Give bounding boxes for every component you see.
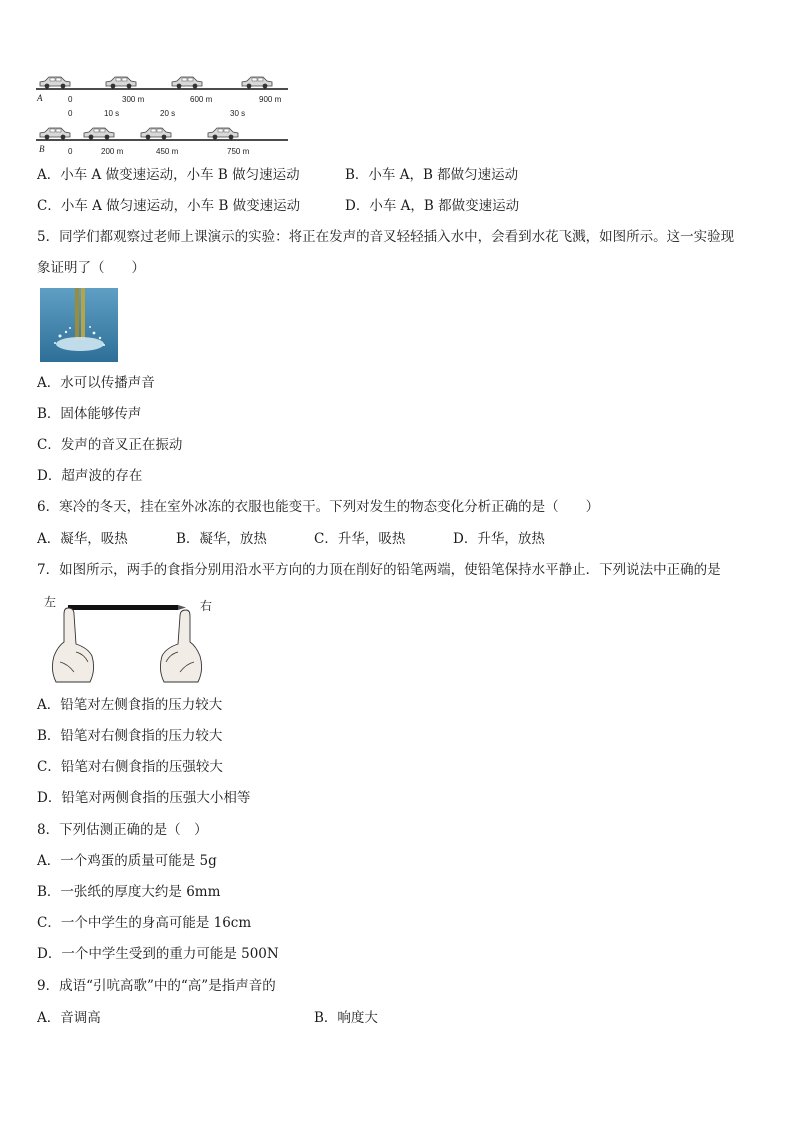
row-b-distance-0: 0 (68, 147, 73, 156)
cars-motion-figure (36, 72, 292, 158)
left-label: 左 (44, 595, 57, 609)
q6-option-b: B．凝华，放热 (176, 531, 267, 547)
q7-stem: 7．如图所示，两手的食指分别用沿水平方向的力顶在削好的铅笔两端，使铅笔保持水平静止．下列说法中正确的是 (37, 562, 721, 578)
car-b-0 (40, 128, 70, 139)
q6-option-d: D．升华，放热 (453, 531, 545, 547)
row-a-label: A (37, 93, 43, 103)
row-a-distance-3: 900 m (259, 95, 282, 104)
car-b-2 (141, 128, 171, 139)
q8-option-a: A．一个鸡蛋的质量可能是 5g (37, 853, 217, 869)
q8-option-b: B．一张纸的厚度大约是 6mm (37, 884, 221, 900)
q4-option-d: D．小车 A，B 都做变速运动 (345, 198, 520, 214)
q5-stem-line2: 象证明了（ ） (37, 260, 145, 276)
q6-stem: 6．寒冷的冬天，挂在室外冰冻的衣服也能变干。下列对发生的物态变化分析正确的是（ ） (37, 499, 600, 515)
car-b-1 (84, 128, 114, 139)
q6-option-a: A．凝华，吸热 (37, 531, 128, 547)
time-3: 30 s (230, 109, 246, 118)
pencil-fingers-figure (40, 592, 220, 686)
tuning-fork-water-photo (40, 288, 118, 362)
q9-option-b: B．响度大 (314, 1010, 378, 1026)
time-2: 20 s (160, 109, 176, 118)
row-b-distance-1: 200 m (101, 147, 124, 156)
row-b-distance-2: 450 m (156, 147, 179, 156)
time-1: 10 s (104, 109, 120, 118)
row-b-label: B (39, 144, 45, 154)
q4-option-b: B．小车 A，B 都做匀速运动 (345, 167, 519, 183)
q5-option-c: C．发声的音叉正在振动 (37, 437, 183, 453)
time-0: 0 (68, 109, 73, 118)
q8-option-c: C．一个中学生的身高可能是 16cm (37, 915, 252, 931)
car-a-2 (172, 77, 202, 88)
q5-option-a: A．水可以传播声音 (37, 375, 155, 391)
q7-option-a: A．铅笔对左侧食指的压力较大 (37, 697, 223, 713)
q8-stem: 8．下列估测正确的是（ ） (37, 822, 208, 838)
q5-option-d: D．超声波的存在 (37, 468, 143, 484)
q4-option-c: C．小车 A 做匀速运动，小车 B 做变速运动 (37, 198, 301, 214)
row-a-distance-1: 300 m (122, 95, 145, 104)
row-a-distance-0: 0 (68, 95, 73, 104)
car-a-0 (40, 77, 70, 88)
q9-option-a: A．音调高 (37, 1010, 101, 1026)
q5-option-b: B．固体能够传声 (37, 406, 142, 422)
q7-option-d: D．铅笔对两侧食指的压强大小相等 (37, 790, 251, 806)
q4-option-a: A．小车 A 做变速运动，小车 B 做匀速运动 (37, 167, 300, 183)
car-b-3 (208, 128, 238, 139)
q9-stem: 9．成语“引吭高歌”中的“高”是指声音的 (37, 978, 276, 994)
q7-option-c: C．铅笔对右侧食指的压强较大 (37, 759, 223, 775)
right-label: 右 (200, 599, 213, 613)
car-a-1 (106, 77, 136, 88)
q7-option-b: B．铅笔对右侧食指的压力较大 (37, 728, 223, 744)
car-a-3 (242, 77, 272, 88)
row-a-distance-2: 600 m (190, 95, 213, 104)
row-b-distance-3: 750 m (227, 147, 250, 156)
q6-option-c: C．升华，吸热 (314, 531, 406, 547)
q8-option-d: D．一个中学生受到的重力可能是 500N (37, 946, 279, 962)
q5-stem-line1: 5．同学们都观察过老师上课演示的实验：将正在发声的音叉轻轻插入水中，会看到水花飞溅，如图所示。这一实验现 (37, 229, 735, 245)
